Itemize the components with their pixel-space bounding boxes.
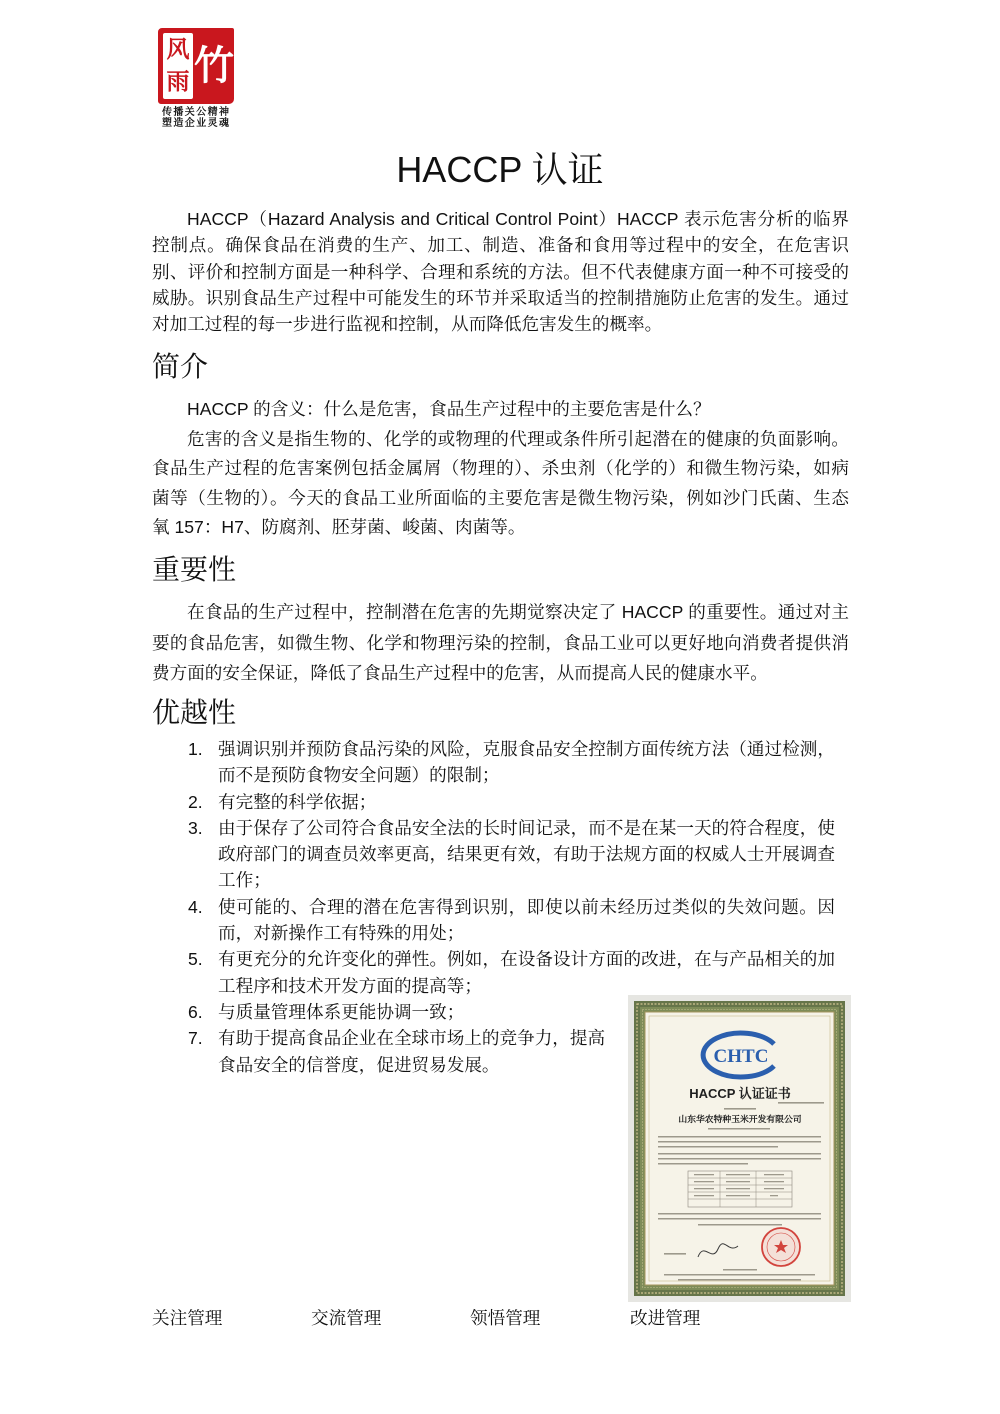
list-item-text [218, 946, 835, 999]
paragraph-line: 别、评价和控制方面是一种科学、合理和系统的方法。但不代表健康方面一种不可接受的 [152, 261, 849, 282]
paragraph-line: 菌等（生物的）。今天的食品工业所面临的主要危害是微生物污染，例如沙门氏菌、生态 [152, 487, 849, 508]
paragraph-line: 危害的含义是指生物的、化学的或物理的代理或条件所引起潜在的健康的负面影响。 [187, 428, 849, 449]
list-item-line: 有完整的科学依据； [218, 791, 377, 812]
certificate-title: HACCP 认证证书 [689, 1086, 791, 1101]
seal-char-feng: 风 [166, 36, 190, 63]
chtc-logo-text: CHTC [713, 1046, 769, 1067]
footer-item: 改进管理 [630, 1308, 701, 1328]
list-item [188, 736, 838, 789]
list-item-line: 强调识别并预防食品污染的风险，克服食品安全控制方面传统方法（通过检测， [218, 739, 835, 759]
list-item-line: 有助于提高食品企业在全球市场上的竞争力，提高 [218, 1028, 606, 1049]
list-item-line: 工程序和技术开发方面的提高等； [218, 975, 482, 996]
list-item [188, 815, 838, 894]
intro-paragraph [152, 206, 849, 337]
footer-item: 领悟管理 [470, 1308, 541, 1328]
company-logo-seal [158, 28, 234, 104]
official-red-seal-icon [762, 1228, 800, 1266]
paragraph-line: HACCP（Hazard Analysis and Critical Control Point）HACCP 表示危害分析的临界 [187, 209, 849, 229]
paragraph-line: 食品生产过程的危害案例包括金属屑（物理的）、杀虫剂（化学的）和微生物污染，如病 [152, 458, 849, 478]
list-item-text [218, 789, 835, 815]
logo-slogan-line: 传播关公精神 [162, 107, 231, 118]
list-item-text [218, 894, 835, 947]
overview-paragraph [152, 395, 849, 543]
list-item-line: 与质量管理体系更能协调一致； [218, 1001, 465, 1022]
list-item [188, 946, 838, 999]
list-number: 4. [188, 896, 203, 917]
list-item-text [218, 736, 835, 789]
list-item-line: 有更充分的允许变化的弹性。例如，在设备设计方面的改进，在与产品相关的加 [218, 949, 835, 970]
list-item-text [218, 1025, 608, 1078]
section-heading-importance: 重要性 [152, 554, 237, 585]
list-number: 6. [188, 1001, 203, 1022]
certificate-company: 山东华农特种玉米开发有限公司 [678, 1114, 802, 1124]
footer-item: 关注管理 [152, 1308, 223, 1328]
list-item-line: 政府部门的调查员效率更高，结果更有效，有助于法规方面的权威人士开展调查 [218, 844, 835, 865]
page-title: HACCP 认证 [396, 149, 604, 190]
paragraph-line: 控制点。确保食品在消费的生产、加工、制造、准备和食用等过程中的安全，在危害识 [152, 235, 849, 256]
list-item [188, 894, 838, 947]
paragraph-line: 对加工过程的每一步进行监视和控制，从而降低危害发生的概率。 [152, 314, 663, 335]
paragraph-line: 氧 157：H7、防腐剂、胚芽菌、峻菌、肉菌等。 [152, 517, 526, 537]
list-item-line: 而，对新操作工有特殊的用处； [218, 923, 465, 944]
list-number: 7. [188, 1028, 203, 1049]
importance-paragraph [152, 597, 849, 689]
section-heading-overview: 简介 [152, 351, 209, 382]
seal-char-yu: 雨 [166, 68, 190, 95]
paragraph-line: 要的食品危害，如微生物、化学和物理污染的控制，食品工业可以更好地向消费者提供消 [152, 632, 849, 653]
certificate-graphic [628, 995, 851, 1302]
list-item-line: 由于保存了公司符合食品安全法的长时间记录，而不是在某一天的符合程度，使 [218, 817, 835, 838]
overview-question: HACCP 的含义：什么是危害，食品生产过程中的主要危害是什么？ [187, 399, 711, 419]
list-number: 5. [188, 949, 203, 970]
haccp-certificate-image [628, 995, 851, 1302]
paragraph-line: 在食品的生产过程中，控制潜在危害的先期觉察决定了 HACCP 的重要性。通过对主 [187, 602, 849, 622]
logo-slogan-line: 塑造企业灵魂 [162, 118, 231, 129]
list-item [188, 789, 838, 815]
list-number: 1. [188, 739, 203, 759]
seal-char-zhu: 竹 [194, 42, 234, 89]
list-item-line: 使可能的、合理的潜在危害得到识别，即使以前未经历过类似的失效问题。因 [218, 896, 835, 917]
footer-item: 交流管理 [311, 1308, 382, 1328]
list-item-line: 而不是预防食物安全问题）的限制； [218, 765, 500, 786]
list-item-line: 工作； [218, 870, 271, 891]
section-heading-advantages: 优越性 [152, 697, 237, 728]
list-item-line: 食品安全的信誉度，促进贸易发展。 [218, 1054, 500, 1075]
list-number: 3. [188, 817, 203, 838]
paragraph-line: 威胁。识别食品生产过程中可能发生的环节并采取适当的控制措施防止危害的发生。通过 [152, 287, 849, 308]
list-number: 2. [188, 791, 203, 812]
list-item-text [218, 815, 835, 894]
seal-left-column [163, 33, 193, 99]
paragraph-line: 费方面的安全保证，降低了食品生产过程中的危害，从而提高人民的健康水平。 [152, 663, 768, 683]
